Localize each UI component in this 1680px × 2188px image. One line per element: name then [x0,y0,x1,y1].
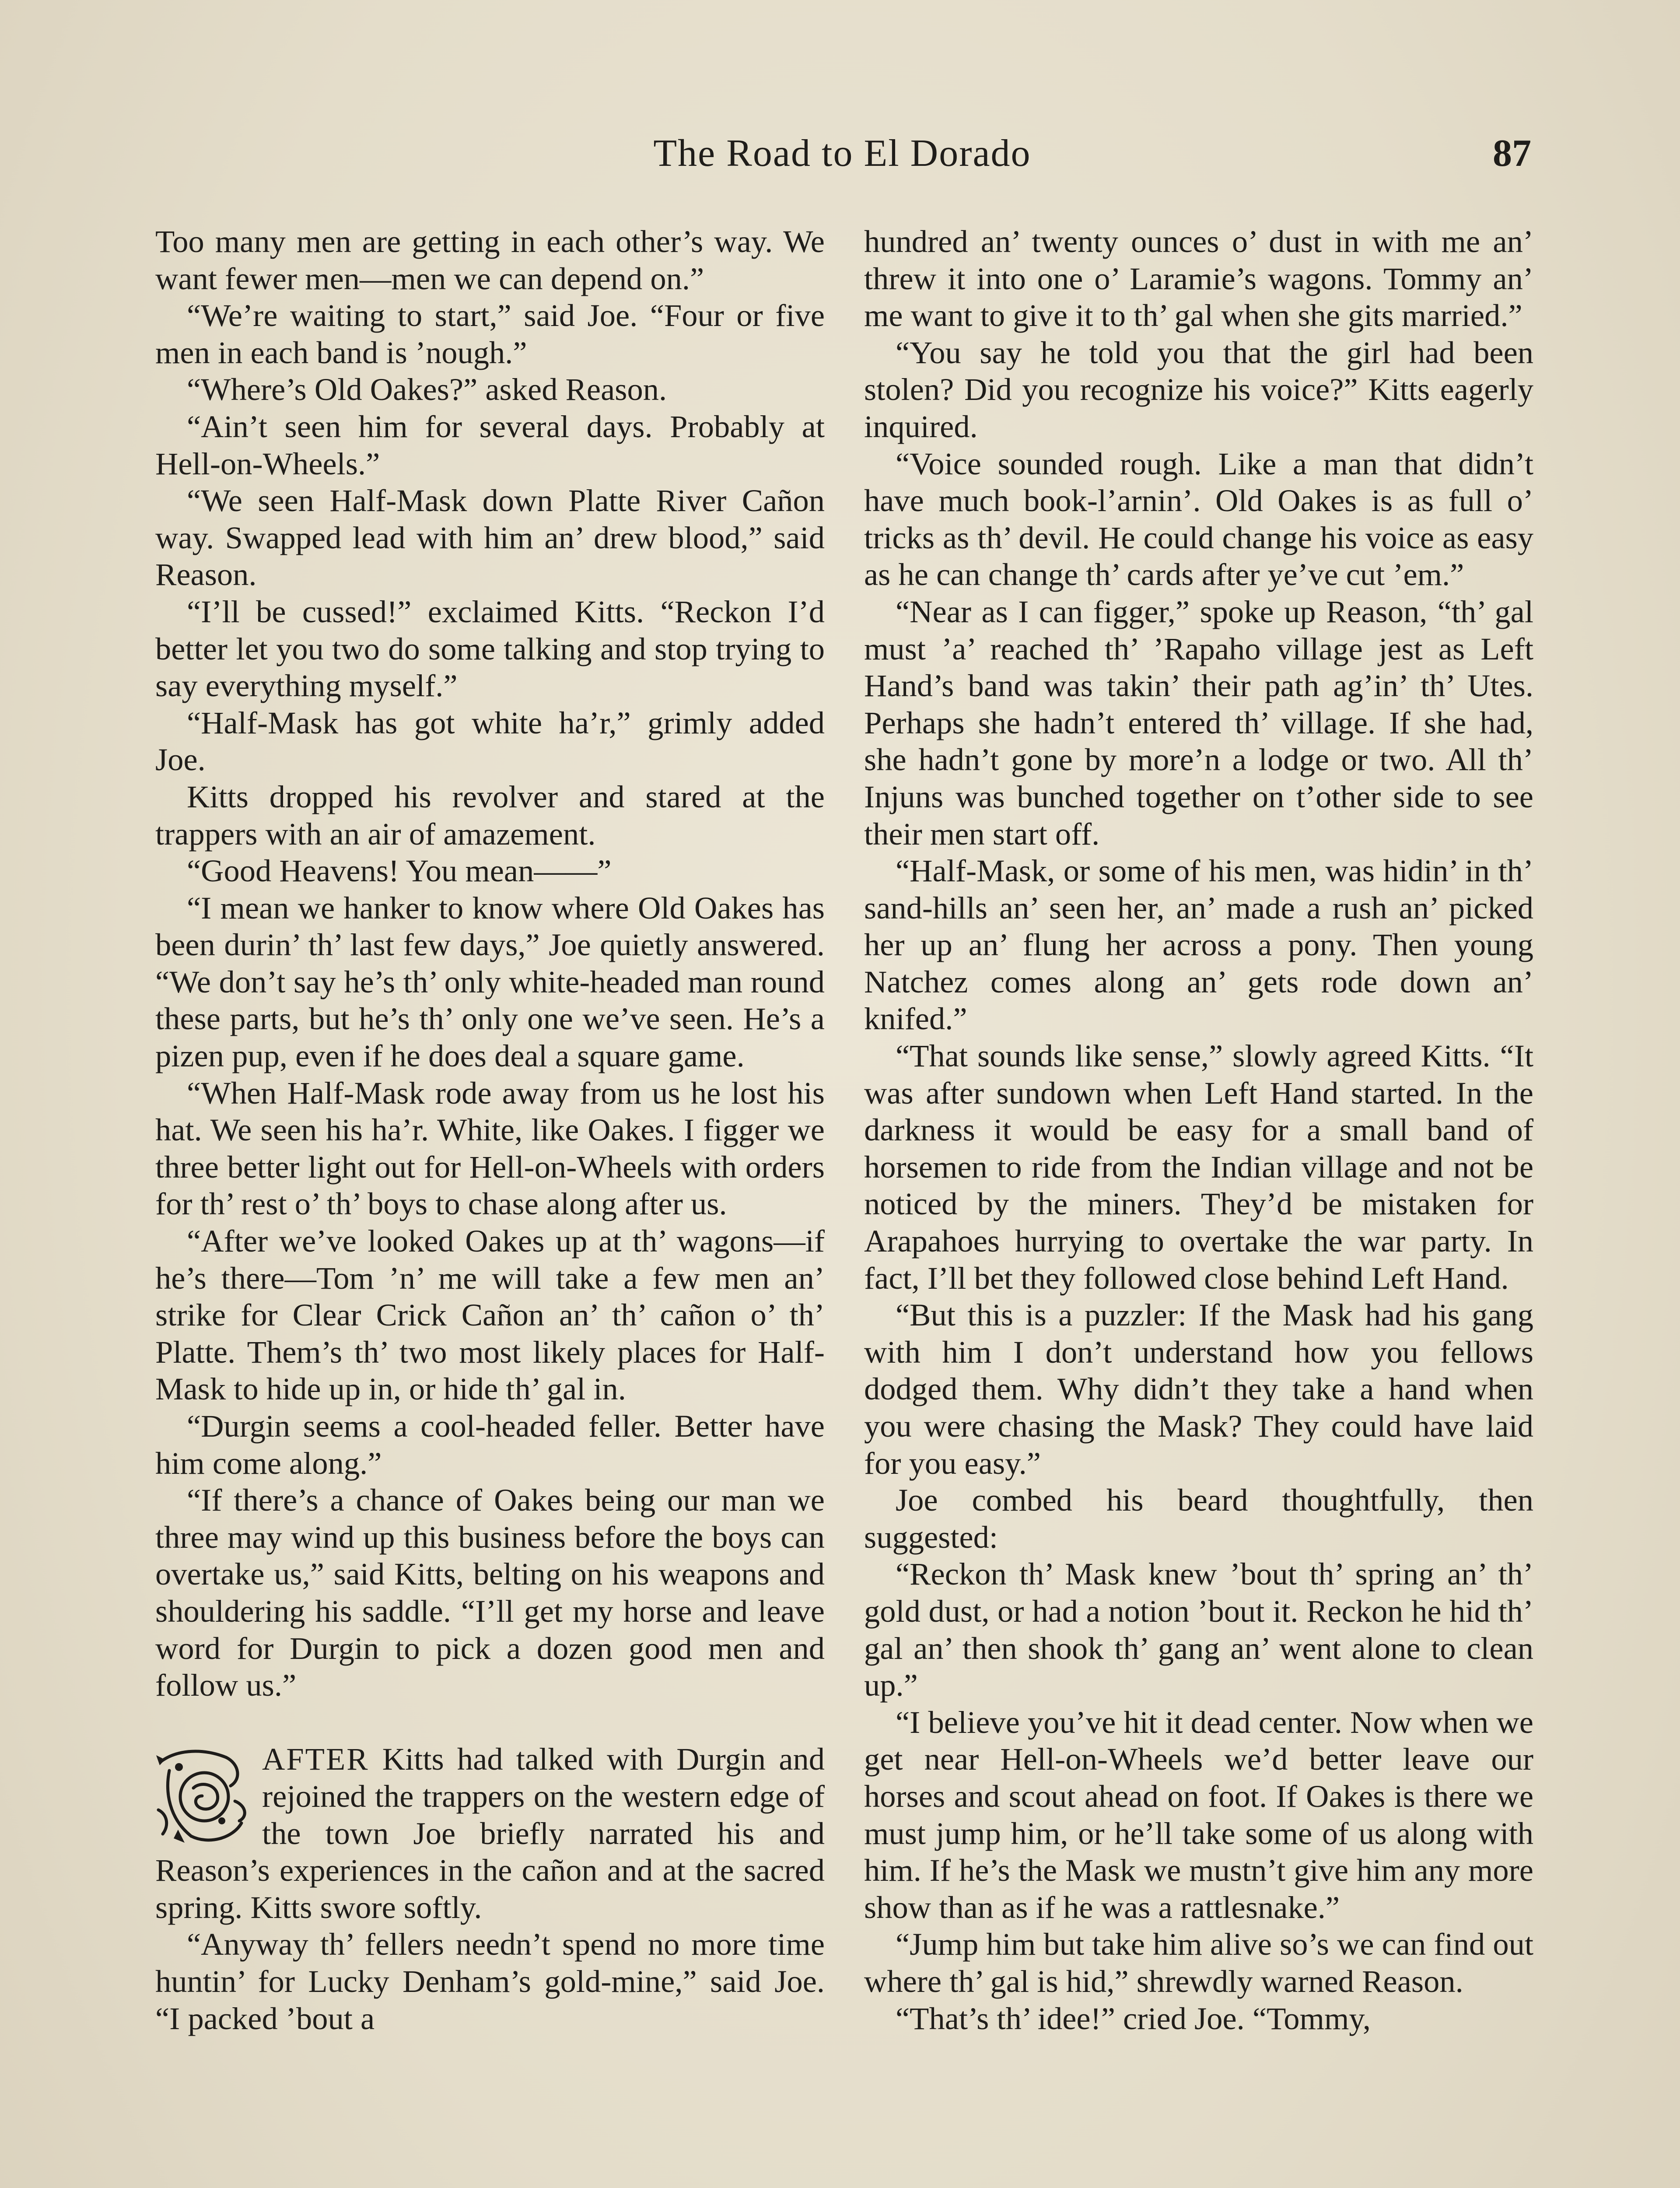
paragraph: “Jump him but take him alive so’s we can find out where th’ gal is hid,” shrewdly warned Reason. [864,1926,1533,1999]
paragraph: “Half-Mask has got white ha’r,” grimly added Joe. [155,705,825,778]
paragraph: “I believe you’ve hit it dead center. Now when we get near Hell-on-Wheels we’d better leave our horses and scout ahead on foot. If Oakes is there we must jump him, or he’ll take some of us along with him. If he’s the Mask we mustn’t give him any more show than as if he was a rattlesnake.” [864,1704,1533,1925]
paragraph: “I mean we hanker to know where Old Oakes has been durin’ th’ last few days,” Joe quietly answered. “We don’t say he’s th’ only white-headed man round these parts, but he’s th’ only one we’ve seen. He’s a pizen pup, even if he does deal a square game. [155,890,825,1074]
paragraph: “That’s th’ idee!” cried Joe. “Tommy, [896,2000,1371,2036]
paragraph: “We’re waiting to start,” said Joe. “Four or five men in each band is ’nough.” [155,298,825,370]
right-column [864,223,1533,2037]
paragraph: “We seen Half-Mask down Platte River Cañon way. Swapped lead with him an’ drew blood,” said Reason. [155,483,825,593]
paragraph: hundred an’ twenty ounces o’ dust in with me an’ threw it into one o’ Laramie’s wagons. Tommy an’ me want to give it to th’ gal when she gits married.” [864,224,1533,333]
dropcap-paragraph-text: Kitts had talked with Durgin and rejoined the trappers on the western edge of the town Joe briefly narrated his and Reason’s experiences in the cañon and at the sacred spring. Kitts swore softly. [155,1741,825,1925]
page-number: 87 [1493,132,1531,175]
paragraph: “That sounds like sense,” slowly agreed Kitts. “It was after sundown when Left Hand started. In the darkness it would be easy for a small band of horsemen to ride from the Indian village and not be noticed by the miners. They’d be mistaken for Arapahoes hurrying to overtake the war party. In fact, I’ll bet they followed close behind Left Hand. [864,1038,1533,1296]
dropcap-initial-words: AFTER [262,1741,369,1777]
paragraph: Too many men are getting in each other’s way. We want fewer men—men we can depend on.” [155,224,825,296]
paragraph: “You say he told you that the girl had been stolen? Did you recognize his voice?” Kitts eagerly inquired. [864,334,1533,444]
paragraph: “I’ll be cussed!” exclaimed Kitts. “Reckon I’d better let you two do some talking and stop trying to say everything myself.” [155,593,825,704]
paragraph: Joe combed his beard thoughtfully, then suggested: [864,1482,1533,1555]
paragraph: “Near as I can figger,” spoke up Reason, “th’ gal must ’a’ reached th’ ’Rapaho village jest as Left Hand’s band was takin’ their path ag’in’ th’ Utes. Perhaps she hadn’t entered th’ village. If she had, she hadn’t gone by more’n a lodge or two. All th’ Injuns was bunched together on t’other side to see their men start off. [864,593,1533,852]
dropcap-paragraph [155,1741,825,1926]
paragraph: “If there’s a chance of Oakes being our man we three may wind up this business before the boys can overtake us,” said Kitts, belting on his weapons and shouldering his saddle. “I’ll get my horse and leave word for Durgin to pick a dozen good men and follow us.” [155,1482,825,1703]
running-title: The Road to El Dorado [653,132,1031,175]
paragraph: Kitts dropped his revolver and stared at the trappers with an air of amazement. [155,778,825,852]
ornamental-dragon-initial-icon [152,1744,252,1849]
paragraph: “After we’ve looked Oakes up at th’ wagons—if he’s there—Tom ’n’ me will take a few men an’ strike for Clear Crick Cañon an’ th’ cañon o’ th’ Platte. Them’s th’ two most likely places for Half-Mask to hide up in, or hide th’ gal in. [155,1223,825,1407]
paragraph: “Anyway th’ fellers needn’t spend no more time huntin’ for Lucky Denham’s gold-mine,” said Joe. “I packed ’bout a [155,1926,825,2036]
paragraph: “Half-Mask, or some of his men, was hidin’ in th’ sand-hills an’ seen her, an’ made a rush an’ picked her up an’ flung her across a pony. Then young Natchez comes along an’ gets rode down an’ knifed.” [864,853,1533,1037]
page-header [153,131,1531,179]
paragraph: “Ain’t seen him for several days. Probably at Hell-on-Wheels.” [155,408,825,481]
paragraph: “Durgin seems a cool-headed feller. Better have him come along.” [155,1408,825,1481]
left-column [155,223,825,2037]
paragraph: “When Half-Mask rode away from us he lost his hat. We seen his ha’r. White, like Oakes. I figger we three better light out for Hell-on-Wheels with orders for th’ rest o’ th’ boys to chase along after us. [155,1075,825,1222]
paragraph: “Where’s Old Oakes?” asked Reason. [187,372,667,407]
paragraph: “Good Heavens! You mean——” [187,853,612,889]
paragraph: “But this is a puzzler: If the Mask had his gang with him I don’t understand how you fellows dodged them. Why didn’t they take a hand when you were chasing the Mask? They could have laid for you easy.” [864,1297,1533,1481]
section-break [155,1704,825,1741]
paragraph: “Reckon th’ Mask knew ’bout th’ spring an’ th’ gold dust, or had a notion ’bout it. Reckon he hid th’ gal an’ then shook th’ gang an’ went alone to clean up.” [864,1556,1533,1703]
paragraph: “Voice sounded rough. Like a man that didn’t have much book-l’arnin’. Old Oakes is as full o’ tricks as th’ devil. He could change his voice as easy as he can change th’ cards after ye’ve cut ’em.” [864,445,1533,593]
